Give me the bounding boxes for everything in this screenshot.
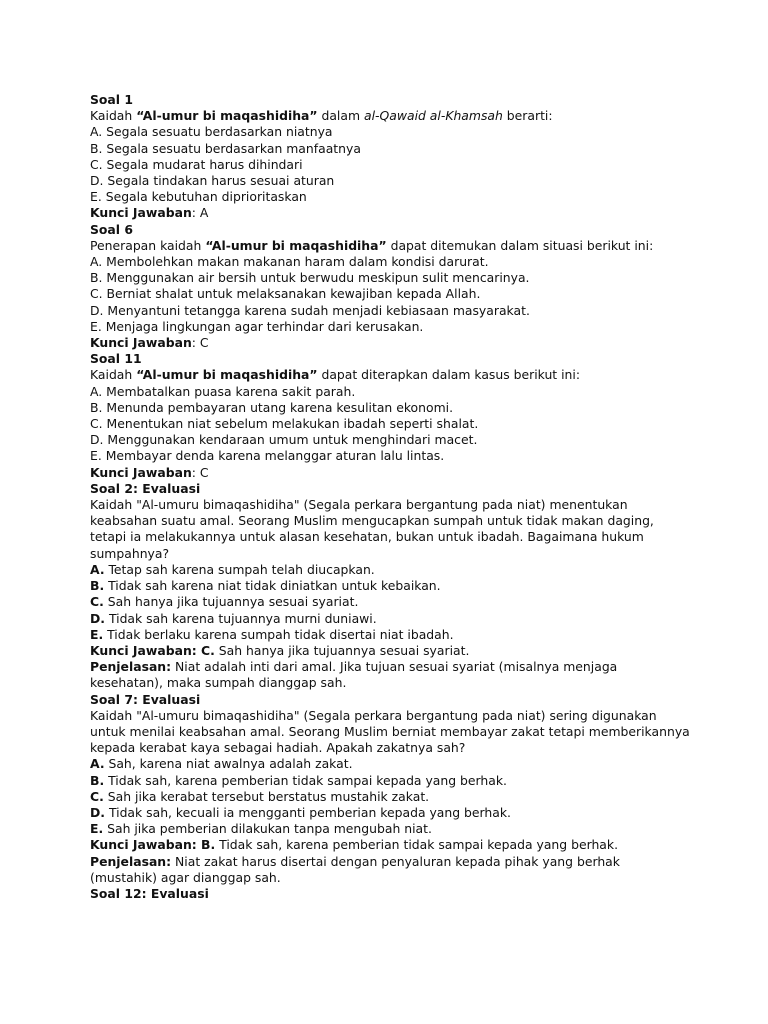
answer-key-label: Kunci Jawaban: B. <box>90 837 216 853</box>
question-stem <box>90 367 690 383</box>
stem-text: Kaidah <box>90 367 137 383</box>
stem-text: Kaidah <box>90 108 137 124</box>
option-text: Sah, karena niat awalnya adalah zakat. <box>104 756 353 772</box>
question-heading: Soal 6 <box>90 221 133 237</box>
option-e <box>90 821 690 837</box>
question-stem: Kaidah "Al-umuru bimaqashidiha" (Segala perkara bergantung pada niat) sering digunakan untuk menilai keabsahan amal. Seorang Muslim berniat membayar zakat tetapi memberikannya kepada kerabat kaya sebagai hadiah. Apakah zakatnya sah? <box>90 707 690 756</box>
option-d <box>90 611 690 627</box>
rule-name: “Al-umur bi maqashidiha” <box>136 367 318 383</box>
option-text: Tidak sah, kecuali ia mengganti pemberian kepada yang berhak. <box>105 804 511 820</box>
option-letter: D. <box>90 804 105 820</box>
explanation <box>90 854 690 886</box>
option-text: Tidak sah, karena pemberian tidak sampai kepada yang berhak. <box>104 772 507 788</box>
rule-name: “Al-umur bi maqashidiha” <box>136 108 318 124</box>
option-e <box>90 627 690 643</box>
option-a: A. Membatalkan puasa karena sakit parah. <box>90 383 356 399</box>
answer-key-value: : A <box>191 205 209 221</box>
question-heading: Soal 1 <box>90 92 133 107</box>
option-c: C. Segala mudarat harus dihindari <box>90 156 303 172</box>
option-text: Tidak berlaku karena sumpah tidak disertai niat ibadah. <box>103 626 454 642</box>
answer-key-value: : C <box>191 464 209 480</box>
option-a <box>90 562 690 578</box>
answer-key-label: Kunci Jawaban <box>90 205 192 221</box>
answer-key <box>90 465 690 481</box>
option-letter: A. <box>90 561 105 577</box>
explanation-label: Penjelasan: <box>90 659 172 675</box>
option-e: E. Membayar denda karena melanggar aturan lalu lintas. <box>90 448 445 464</box>
book-title: al-Qawaid al-Khamsah <box>363 108 503 124</box>
document-page <box>90 92 690 902</box>
question-heading: Soal 2: Evaluasi <box>90 480 201 496</box>
question-stem: Kaidah "Al-umuru bimaqashidiha" (Segala perkara bergantung pada niat) menentukan keabsahan suatu amal. Seorang Muslim mengucapkan sumpah untuk tidak makan daging, tetapi ia melakukannya untuk alasan kesehatan, bukan untuk ibadah. Bagaimana hukum sumpahnya? <box>90 497 654 561</box>
option-d: D. Menyantuni tetangga karena sudah menjadi kebiasaan masyarakat. <box>90 302 530 318</box>
rule-name: “Al-umur bi maqashidiha” <box>205 237 387 253</box>
option-letter: E. <box>90 821 104 837</box>
stem-text: dapat diterapkan dalam kasus berikut ini: <box>317 367 581 383</box>
answer-key-label: Kunci Jawaban <box>90 335 192 351</box>
question-heading: Soal 12: Evaluasi <box>90 885 209 901</box>
option-letter: E. <box>90 626 104 642</box>
explanation-text: Niat zakat harus disertai dengan penyaluran kepada pihak yang berhak (mustahik) agar dianggap sah. <box>90 853 620 885</box>
explanation <box>90 659 690 691</box>
explanation-label: Penjelasan: <box>90 853 172 869</box>
option-c <box>90 789 690 805</box>
option-c <box>90 594 690 610</box>
option-e: E. Segala kebutuhan diprioritaskan <box>90 189 307 205</box>
answer-key <box>90 643 690 659</box>
option-letter: A. <box>90 756 105 772</box>
option-c: C. Berniat shalat untuk melaksanakan kewajiban kepada Allah. <box>90 286 481 302</box>
option-text: Sah jika kerabat tersebut berstatus mustahik zakat. <box>103 788 430 804</box>
option-a <box>90 756 690 772</box>
option-text: Tetap sah karena sumpah telah diucapkan. <box>104 561 375 577</box>
option-b: B. Menggunakan air bersih untuk berwudu meskipun sulit mencarinya. <box>90 270 530 286</box>
option-letter: D. <box>90 610 105 626</box>
option-c: C. Menentukan niat sebelum melakukan ibadah seperti shalat. <box>90 416 479 432</box>
option-b: B. Segala sesuatu berdasarkan manfaatnya <box>90 140 361 156</box>
option-a: A. Membolehkan makan makanan haram dalam kondisi darurat. <box>90 254 489 270</box>
answer-key-label: Kunci Jawaban <box>90 464 192 480</box>
option-d: D. Menggunakan kendaraan umum untuk menghindari macet. <box>90 432 478 448</box>
answer-key <box>90 837 690 853</box>
answer-key-value: Tidak sah, karena pemberian tidak sampai kepada yang berhak. <box>215 837 619 853</box>
option-text: Tidak sah karena niat tidak diniatkan untuk kebaikan. <box>104 578 441 594</box>
explanation-text: Niat adalah inti dari amal. Jika tujuan sesuai syariat (misalnya menjaga kesehatan), maka sumpah dianggap sah. <box>90 659 618 691</box>
stem-text: dapat ditemukan dalam situasi berikut ini: <box>386 237 654 253</box>
option-letter: B. <box>90 578 105 594</box>
stem-text: Penerapan kaidah <box>90 237 206 253</box>
answer-key-value: : C <box>191 335 209 351</box>
option-text: Sah jika pemberian dilakukan tanpa mengubah niat. <box>103 821 432 837</box>
option-a: A. Segala sesuatu berdasarkan niatnya <box>90 124 333 140</box>
option-b: B. Menunda pembayaran utang karena kesulitan ekonomi. <box>90 399 454 415</box>
option-e: E. Menjaga lingkungan agar terhindar dari kerusakan. <box>90 318 424 334</box>
answer-key-value: Sah hanya jika tujuannya sesuai syariat. <box>214 642 470 658</box>
question-stem <box>90 108 690 124</box>
option-b <box>90 773 690 789</box>
option-d: D. Segala tindakan harus sesuai aturan <box>90 173 335 189</box>
option-text: Tidak sah karena tujuannya murni duniawi. <box>105 610 377 626</box>
answer-key-label: Kunci Jawaban: C. <box>90 642 215 658</box>
answer-key <box>90 205 690 221</box>
option-letter: C. <box>90 594 104 610</box>
answer-key <box>90 335 690 351</box>
question-heading: Soal 7: Evaluasi <box>90 691 201 707</box>
option-letter: C. <box>90 788 104 804</box>
option-b <box>90 578 690 594</box>
option-letter: B. <box>90 772 105 788</box>
question-heading: Soal 11 <box>90 351 142 367</box>
stem-text: dalam <box>317 108 364 124</box>
option-text: Sah hanya jika tujuannya sesuai syariat. <box>103 594 359 610</box>
stem-text: berarti: <box>502 108 553 124</box>
option-d <box>90 805 690 821</box>
question-stem <box>90 238 690 254</box>
